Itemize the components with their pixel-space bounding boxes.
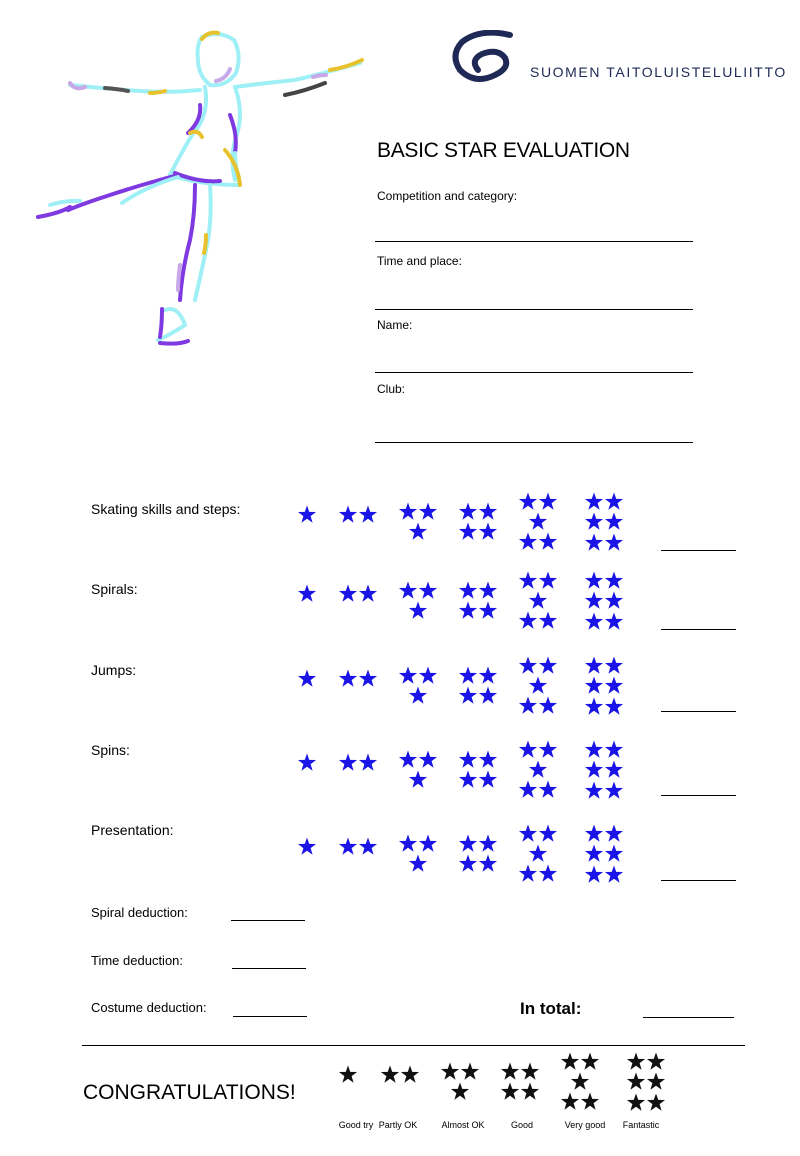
star-icon [479,771,497,788]
star-icon [399,751,417,768]
star-icon [519,865,537,882]
star-icon [581,1053,599,1070]
star-icon [585,825,603,842]
star-icon [539,612,557,629]
star-icon [627,1094,645,1111]
rating-option-presentation-6[interactable] [585,825,623,883]
name-label: Name: [377,318,413,332]
rating-option-spirals-3[interactable] [399,582,437,619]
star-icon [529,761,547,778]
star-icon [479,503,497,520]
star-icon [339,838,357,855]
score-field-presentation[interactable] [661,880,736,881]
star-icon [539,493,557,510]
star-icon [399,503,417,520]
rating-option-jumps-3[interactable] [399,667,437,704]
divider [82,1045,745,1046]
competition-label: Competition and category: [377,189,518,203]
star-icon [539,533,557,550]
time-deduction-label: Time deduction: [91,953,184,968]
club-label: Club: [377,382,406,396]
time-place-field[interactable] [375,309,693,310]
star-icon [519,612,537,629]
star-icon [521,1063,539,1080]
star-icon [647,1053,665,1070]
rating-option-jumps-5[interactable] [519,657,557,714]
score-field-spins[interactable] [661,795,736,796]
star-icon [605,741,623,758]
star-icon [605,761,623,778]
star-icon [339,754,357,771]
star-icon [359,754,377,771]
star-icon [539,657,557,674]
star-icon [401,1066,419,1083]
star-icon [419,751,437,768]
star-icon [409,523,427,540]
star-icon [479,667,497,684]
star-icon [459,687,477,704]
star-icon [459,602,477,619]
star-icon [459,835,477,852]
row-label-jumps: Jumps: [91,662,137,678]
star-icon [298,838,316,855]
rating-option-spirals-1[interactable] [298,585,316,602]
star-icon [539,697,557,714]
rating-option-presentation-2[interactable] [339,838,377,855]
star-icon [399,582,417,599]
star-icon [339,506,357,523]
star-icon [298,754,316,771]
rating-option-jumps-1[interactable] [298,670,316,687]
name-field[interactable] [375,372,693,373]
star-icon [519,572,537,589]
star-icon [419,835,437,852]
club-field[interactable] [375,442,693,443]
star-icon [539,825,557,842]
star-icon [581,1093,599,1110]
star-icon [585,613,603,630]
star-icon [561,1093,579,1110]
star-icon [539,741,557,758]
star-icon [298,506,316,523]
star-icon [585,866,603,883]
star-icon [298,585,316,602]
star-icon [539,572,557,589]
star-icon [441,1063,459,1080]
star-icon [627,1073,645,1090]
star-icon [585,845,603,862]
star-icon [479,582,497,599]
federation-logo [450,30,525,90]
star-icon [409,602,427,619]
legend-label-2: Partly OK [378,1120,418,1130]
star-icon [479,687,497,704]
star-icon [605,698,623,715]
star-icon [605,866,623,883]
star-icon [419,503,437,520]
score-field-skating-skills[interactable] [661,550,736,551]
star-icon [647,1073,665,1090]
star-icon [605,534,623,551]
star-icon [539,865,557,882]
star-icon [399,667,417,684]
row-label-spins: Spins: [91,742,130,758]
star-icon [419,582,437,599]
legend-stars-1 [339,1066,357,1083]
rating-option-jumps-2[interactable] [339,670,377,687]
star-icon [605,592,623,609]
star-icon [605,513,623,530]
organization-name: SUOMEN TAITOLUISTELULIITTO [530,64,787,80]
time-deduction-field[interactable] [232,968,306,969]
congratulations-text: CONGRATULATIONS! [83,1081,296,1104]
star-icon [519,493,537,510]
star-icon [459,667,477,684]
star-icon [605,782,623,799]
rating-option-spins-5[interactable] [519,741,557,798]
rating-option-presentation-4[interactable] [459,835,497,872]
legend-stars-5 [561,1053,599,1110]
star-icon [585,677,603,694]
rating-option-spins-2[interactable] [339,754,377,771]
legend-label-5: Very good [564,1120,606,1130]
legend-label-1: Good try [338,1120,374,1130]
rating-option-jumps-6[interactable] [585,657,623,715]
costume-deduction-field[interactable] [233,1016,307,1017]
rating-option-skating-skills-1[interactable] [298,506,316,523]
spiral-deduction-field[interactable] [231,920,305,921]
star-icon [359,585,377,602]
legend-stars-4 [501,1063,539,1100]
rating-option-skating-skills-4[interactable] [459,503,497,540]
rating-option-skating-skills-5[interactable] [519,493,557,550]
score-field-jumps[interactable] [661,711,736,712]
star-icon [459,855,477,872]
star-icon [605,677,623,694]
star-icon [479,602,497,619]
star-icon [585,534,603,551]
rating-option-jumps-4[interactable] [459,667,497,704]
star-icon [459,523,477,540]
competition-field[interactable] [375,241,693,242]
star-icon [529,677,547,694]
rating-option-skating-skills-3[interactable] [399,503,437,540]
star-icon [529,845,547,862]
star-icon [605,493,623,510]
star-icon [521,1083,539,1100]
costume-deduction-label: Costume deduction: [91,1000,207,1015]
total-field[interactable] [643,1017,734,1018]
star-icon [459,751,477,768]
star-icon [627,1053,645,1070]
star-icon [399,835,417,852]
row-label-presentation: Presentation: [91,822,174,838]
star-icon [519,825,537,842]
star-icon [409,687,427,704]
rating-option-presentation-3[interactable] [399,835,437,872]
star-icon [585,741,603,758]
star-icon [539,781,557,798]
star-icon [461,1063,479,1080]
star-icon [479,751,497,768]
star-icon [605,572,623,589]
rating-option-spins-1[interactable] [298,754,316,771]
star-icon [501,1083,519,1100]
star-icon [359,838,377,855]
legend-stars-3 [441,1063,479,1100]
star-icon [459,503,477,520]
star-icon [479,523,497,540]
star-icon [459,771,477,788]
legend-label-3: Almost OK [441,1120,485,1130]
star-icon [585,592,603,609]
star-icon [501,1063,519,1080]
rating-option-spirals-5[interactable] [519,572,557,629]
page-title: BASIC STAR EVALUATION [377,139,630,162]
figure-skater-illustration [30,25,375,355]
star-icon [585,493,603,510]
star-icon [585,572,603,589]
star-icon [519,697,537,714]
rating-option-spins-6[interactable] [585,741,623,799]
star-icon [519,741,537,758]
score-field-spirals[interactable] [661,629,736,630]
star-icon [339,670,357,687]
total-label: In total: [520,999,582,1018]
star-icon [381,1066,399,1083]
star-icon [519,781,537,798]
star-icon [561,1053,579,1070]
star-icon [529,513,547,530]
star-icon [479,835,497,852]
star-icon [585,657,603,674]
rating-option-skating-skills-6[interactable] [585,493,623,551]
star-icon [529,592,547,609]
star-icon [359,506,377,523]
rating-option-skating-skills-2[interactable] [339,506,377,523]
star-icon [647,1094,665,1111]
row-label-spirals: Spirals: [91,581,138,597]
star-icon [419,667,437,684]
star-icon [298,670,316,687]
star-icon [585,782,603,799]
star-icon [359,670,377,687]
star-icon [585,761,603,778]
star-icon [409,855,427,872]
star-icon [519,657,537,674]
row-label-skating-skills: Skating skills and steps: [91,501,241,517]
star-icon [519,533,537,550]
legend-label-6: Fantastic [622,1120,660,1130]
rating-option-spins-4[interactable] [459,751,497,788]
legend-stars-2 [381,1066,419,1083]
spiral-deduction-label: Spiral deduction: [91,905,188,920]
rating-option-spirals-6[interactable] [585,572,623,630]
star-icon [585,513,603,530]
star-icon [479,855,497,872]
time-place-label: Time and place: [377,254,462,268]
legend-label-4: Good [510,1120,534,1130]
star-icon [409,771,427,788]
star-icon [339,1066,357,1083]
star-icon [339,585,357,602]
rating-option-spirals-2[interactable] [339,585,377,602]
star-icon [459,582,477,599]
star-icon [571,1073,589,1090]
rating-option-presentation-5[interactable] [519,825,557,882]
rating-option-spins-3[interactable] [399,751,437,788]
legend-stars-6 [627,1053,665,1111]
star-icon [605,613,623,630]
star-icon [605,845,623,862]
star-icon [585,698,603,715]
star-icon [451,1083,469,1100]
rating-option-presentation-1[interactable] [298,838,316,855]
star-icon [605,657,623,674]
star-icon [605,825,623,842]
rating-option-spirals-4[interactable] [459,582,497,619]
